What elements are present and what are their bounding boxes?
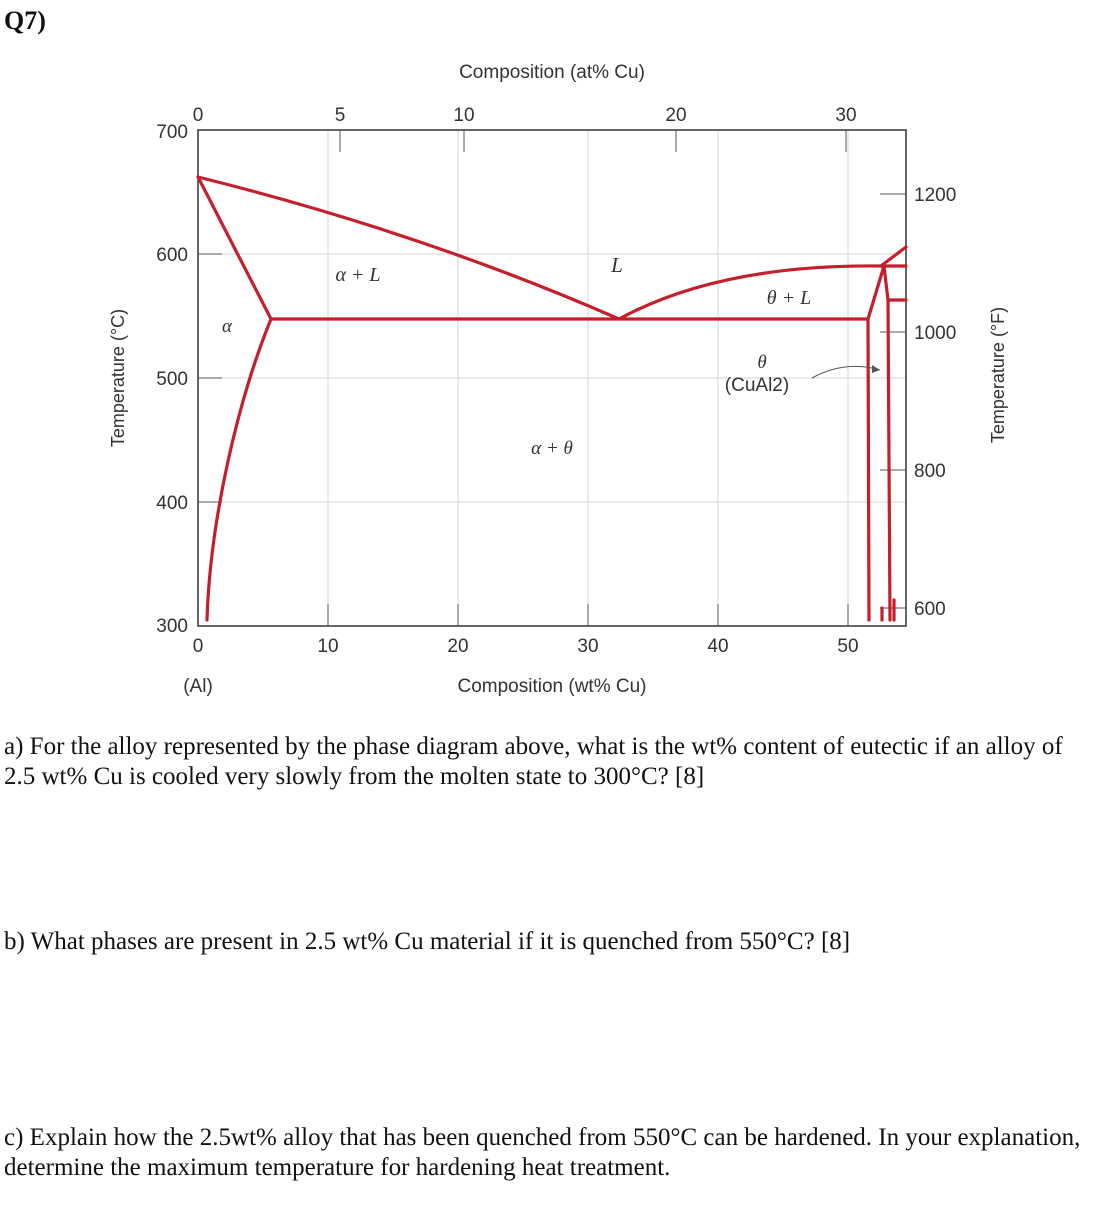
question-a: a) For the alloy represented by the phase diagram above, what is the wt% content of eutectic if an alloy of 2.5 wt% Cu is cooled very slowly from the molten state to 300°C? [8] xyxy=(4,733,1063,790)
right-tick-label: 600 xyxy=(914,599,946,620)
left-tick-label: 700 xyxy=(156,122,188,143)
bottom-tick-label: 50 xyxy=(837,636,859,657)
bottom-tick-label: 20 xyxy=(447,636,469,657)
theta-phase-right xyxy=(884,266,890,620)
region-alpha: α xyxy=(222,316,232,337)
region-alpha-plus-theta: α + θ xyxy=(531,438,573,459)
theta-upper-liquidus xyxy=(881,247,906,266)
al-label: (Al) xyxy=(183,676,213,697)
top-tick-label: 10 xyxy=(453,105,475,126)
theta-leader-line xyxy=(812,366,880,378)
question-b: b) What phases are present in 2.5 wt% Cu material if it is quenched from 550°C? [8] xyxy=(4,928,851,955)
bottom-tick-label: 0 xyxy=(192,636,204,657)
region-liquid: L xyxy=(611,253,623,277)
top-tick-label: 0 xyxy=(192,105,204,126)
right-axis-title: Temperature (°F) xyxy=(988,306,1008,444)
phase-boundaries xyxy=(198,177,906,620)
question-number: Q7) xyxy=(4,6,46,35)
bottom-tick-label: 10 xyxy=(317,636,339,657)
solvus-alpha xyxy=(207,319,271,620)
region-alpha-plus-liquid: α + L xyxy=(335,264,381,286)
left-tick-label: 400 xyxy=(156,493,188,514)
liquidus-theta xyxy=(619,266,881,319)
right-tick-label: 800 xyxy=(914,461,946,482)
theta-arrowhead xyxy=(872,365,880,373)
top-tick-label: 20 xyxy=(665,105,687,126)
right-tick-label: 1000 xyxy=(914,323,957,344)
theta-phase-left-edge xyxy=(868,266,884,319)
bottom-tick-label: 40 xyxy=(707,636,729,657)
left-axis-title: Temperature (°C) xyxy=(108,308,128,448)
top-tick-label: 5 xyxy=(334,105,346,126)
right-tick-label: 1200 xyxy=(914,185,957,206)
region-theta-compound: (CuAl2) xyxy=(724,375,790,396)
theta-phase-left xyxy=(868,319,869,620)
question-c: c) Explain how the 2.5wt% alloy that has been quenched from 550°C can be hardened. In your explanation, determine the maximum temperature for hardening heat treatment. xyxy=(4,1124,1081,1181)
region-theta-plus-liquid: θ + L xyxy=(766,287,812,309)
solidus-alpha xyxy=(198,177,271,319)
left-tick-label: 300 xyxy=(156,616,188,637)
bottom-marks xyxy=(882,600,894,620)
left-tick-label: 500 xyxy=(156,369,188,390)
bottom-tick-label: 30 xyxy=(577,636,599,657)
left-tick-label: 600 xyxy=(156,245,188,266)
bottom-axis-title: Composition (wt% Cu) xyxy=(457,676,647,697)
region-theta: θ xyxy=(757,352,767,373)
top-axis-title: Composition (at% Cu) xyxy=(459,62,645,83)
top-tick-label: 30 xyxy=(835,105,857,126)
